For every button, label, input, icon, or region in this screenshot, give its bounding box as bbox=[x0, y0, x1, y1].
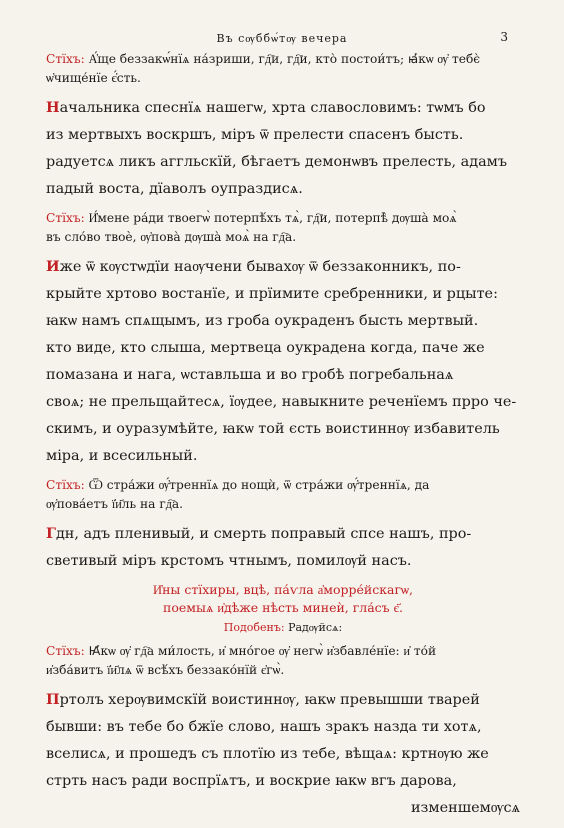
stanza-line: Иже ѿ кѹстѡдїи наѹчени бывахѹ ѿ беззаконникъ, по- bbox=[46, 258, 461, 275]
verse-line: ѹ҆пова́етъ ї҆и҃ль на гд҇а. bbox=[46, 497, 184, 511]
verse-4 bbox=[46, 642, 520, 680]
initial-letter: Н bbox=[46, 99, 60, 116]
heading-line: И҆ны стїхиры, вцѣ, па́ѵла а҆морре́йскагѡ, bbox=[153, 582, 413, 597]
stanza-line: Гдн, адъ пленивый, и смерть поправый спсе нашъ, про- bbox=[46, 525, 472, 542]
stanza-line: падый воста, дїаволъ оупраздисѧ. bbox=[46, 181, 303, 197]
verse-label: Стїхъ: bbox=[46, 52, 85, 66]
stanza-line: кто виде, кто слыша, мертвеца оукрадена когда, паче же bbox=[46, 340, 485, 356]
stanza-line: скимъ, и оуразумѣйте, ꙗкѡ той єсть воистиннѹ избавитель bbox=[46, 421, 500, 437]
stanza-line: міра, и всесильный. bbox=[46, 448, 198, 464]
verse-2 bbox=[46, 209, 520, 247]
stanza-line: Пртолъ херѹвимскїй воистиннѹ, ꙗкѡ превышши тварей bbox=[46, 691, 480, 708]
verse-3 bbox=[46, 476, 520, 514]
stanza-line: ꙗкѡ намъ спѧщымъ, из гроба оукраденъ бысть мертвый. bbox=[46, 313, 479, 329]
stanza-line: крыйте хртово востанїе, и прїимите сребренники, и рцыте: bbox=[46, 286, 498, 302]
stanza-4 bbox=[46, 686, 520, 822]
verse-label: Стїхъ: bbox=[46, 211, 85, 225]
stanza-line: радуетсѧ ликъ аггльскїй, бѣгаетъ демонѡвъ прелесть, адамъ bbox=[46, 154, 507, 170]
podoben-name: Радѹйсѧ: bbox=[288, 621, 343, 634]
stanza-line: помазана и нага, ѡставльша и во гробѣ погребальнаѧ bbox=[46, 367, 454, 383]
podoben-label: Подобенъ: bbox=[223, 621, 285, 634]
stanza-line: стрть насъ ради воспрїѧтъ, и воскрие ꙗкѡ вгъ дарова, bbox=[46, 773, 457, 789]
stanza-line: своѧ; не прельщайтесѧ, їѹдее, навыкните реченїемъ прро че- bbox=[46, 394, 517, 410]
stanza-3 bbox=[46, 520, 520, 575]
verse-line: Стїхъ: И҆́мене ра́ди твоегѡ̀ потерпѣ́хъ тѧ̀, гд҇и, потерпѣ̀ дѹша̀ моѧ̀ bbox=[46, 211, 457, 225]
initial-letter: Г bbox=[46, 525, 56, 542]
stanza-last-line: изменшемѹсѧ bbox=[410, 800, 520, 816]
verse-label: Стїхъ: bbox=[46, 478, 85, 492]
page-body bbox=[46, 50, 520, 828]
podoben-line bbox=[46, 619, 520, 636]
verse-label: Стїхъ: bbox=[46, 644, 85, 658]
verse-line: Стїхъ: Ѿ стра́жи ѹ҆́треннїѧ до нощѝ, ѿ стра́жи ѹ҆́треннїѧ, да bbox=[46, 478, 430, 492]
stanza-line: Начальника спеснїѧ нашегѡ, хрта славословимъ: тѡмъ бо bbox=[46, 99, 486, 116]
stanza-2 bbox=[46, 253, 520, 470]
stanza-line: из мертвыхъ воскршъ, міръ ѿ прелести спасенъ бысть. bbox=[46, 127, 464, 143]
verse-line: въ сло́во твоѐ, ѹ҆пова̀ дѹша̀ моѧ̀ на гд҇а. bbox=[46, 230, 297, 244]
verse-line: и҆зба́витъ ї҆и҃лѧ ѿ всѣ́хъ беззако́нїй є҆гѡ̀. bbox=[46, 663, 285, 677]
section-heading bbox=[46, 581, 520, 617]
heading-line: поемыѧ и҆дѣже нѣсть минеѝ, гла́съ є҃. bbox=[163, 600, 403, 615]
page-number: 3 bbox=[500, 30, 508, 44]
verse-text: А҆́ще беззакѡ́нїѧ на́зриши, гд҇и, гд҇и, кто̀ постои́тъ; ꙗ҆́кѡ ѹ҆ тебє̀ ѡ҆чище́нїе є҆́сть. bbox=[46, 52, 481, 85]
stanza-line: бывши: въ тебе бо бжїе слово, нашъ зракъ назда ти хотѧ, bbox=[46, 719, 482, 735]
initial-letter: И bbox=[46, 258, 60, 275]
stanza-line: светивый міръ крстомъ чтнымъ, помилѹй насъ. bbox=[46, 553, 412, 569]
running-head: Въ сѹббѡ́тѹ вечера bbox=[216, 32, 348, 45]
stanza-1 bbox=[46, 94, 520, 203]
stanza-line: вселисѧ, и прошедъ съ плотїю из тебе, вѣщаѧ: кртнѹю же bbox=[46, 746, 489, 762]
verse-line: Стїхъ: Ꙗ҆́кѡ ѹ҆ гд҇а ми́лость, и҆ мно́гое ѹ҆ негѡ̀ и҆збавле́нїе: и҆ то́й bbox=[46, 644, 437, 658]
initial-letter: П bbox=[46, 691, 60, 708]
verse-1 bbox=[46, 50, 520, 88]
